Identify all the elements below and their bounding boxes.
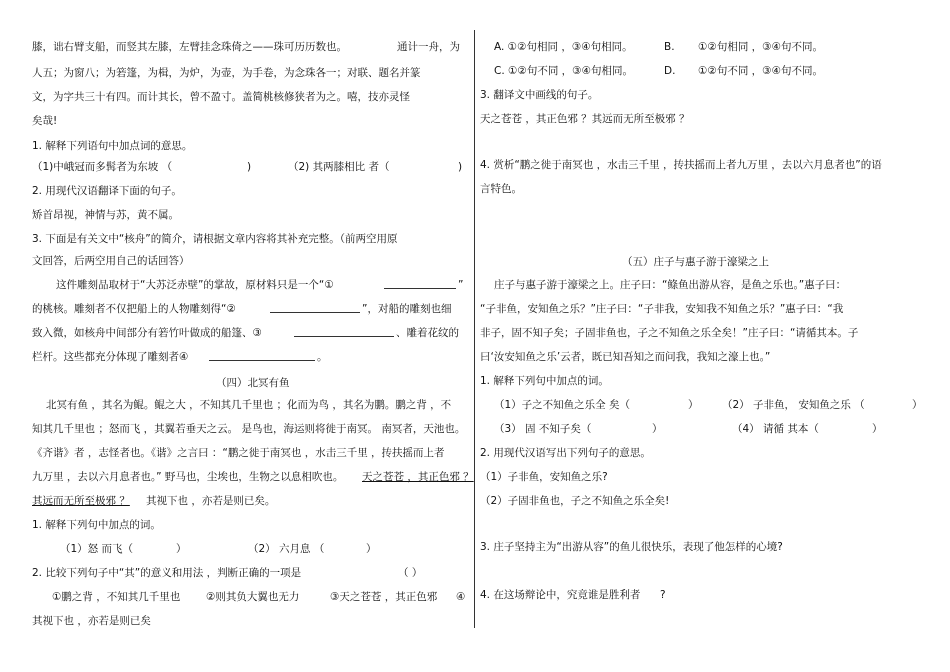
q1-item-1-close: ) [247, 161, 252, 173]
sec4-underlined-a: 天之苍苍 ，其正色邪 ？ [362, 471, 474, 483]
sec5-line-2: “子非鱼，安知鱼之乐？”庄子曰：“子非我，安知我不知鱼之乐？”惠子曰：“我 [480, 303, 844, 315]
passage-line-2: 人五；为窗八；为箬篷，为楫，为炉，为壶，为手卷，为念珠各一；对联、题名并篆 [32, 67, 421, 79]
option-a[interactable]: A. ①②句相同 ，③④句相同。 [494, 41, 633, 53]
sec5-line-3: 非子，固不知子矣；子固非鱼也，子之不知鱼之乐全矣！”庄子曰：“请循其本。子 [480, 327, 859, 339]
r-question-4-line-2: 言特色。 [480, 183, 522, 195]
s4-q2-sentence-2: ②则其负大翼也无力 [206, 591, 300, 603]
option-d-label[interactable]: D. [664, 65, 676, 77]
section-5-title: （五）庄子与惠子游于濠梁之上 [622, 256, 769, 268]
s5-q2-item-b: （2）子固非鱼也，子之不知鱼之乐全矣! [480, 495, 670, 507]
q3-para-1b: ” [458, 279, 464, 291]
s4-q2-sentence-4: 其视下也 ，亦若是则已矣 [32, 615, 151, 627]
q3-para-1a: 这件雕刻品取材于“大苏泛赤壁”的掌故，原材料只是一个“① [56, 279, 334, 291]
q3-blank-4[interactable] [209, 350, 315, 361]
s5-q1-item-c: （3） 固 不知子矣（ [494, 423, 592, 435]
q3-blank-3[interactable] [294, 326, 394, 337]
r-question-3: 3. 翻译文中画线的句子。 [480, 89, 599, 101]
s4-question-1: 1. 解释下列句中加点的词。 [32, 519, 161, 531]
passage-line-3: 文，为字共三十有四。而计其长，曾不盈寸。盖简桃核修狭者为之。嘻，技亦灵怪 [32, 91, 410, 103]
question-1: 1. 解释下列语句中加点词的意思。 [32, 140, 193, 152]
sec5-line-1: 庄子与惠子游于濠梁之上。庄子曰：“鲦鱼出游从容，是鱼之乐也。”惠子曰： [494, 279, 847, 291]
q1-item-2-close: ) [458, 161, 463, 173]
option-b[interactable]: ①②句相同 ，③④句不同。 [698, 41, 823, 53]
question-3-line-1: 3. 下面是有关文中“核舟”的简介，请根据文章内容将其补充完整。（前两空用原 [32, 233, 398, 245]
q3-para-3a: 致入微，如核舟中间部分有箬竹叶做成的船篷、③ [32, 327, 262, 339]
q1-item-2: （2) 其两膝相比 者（ [288, 161, 390, 173]
s5-q1-item-a-close: ） [688, 399, 699, 411]
question-3-line-2: 文回答，后两空用自己的话回答） [32, 255, 190, 267]
sec4-line-4: 九万里 ，去以六月息者也。” 野马也，尘埃也，生物之以息相吹也。 [32, 471, 344, 483]
q1-item-1: （1)中峨冠而多髯者为东坡 （ [32, 161, 173, 173]
sec4-line-1: 北冥有鱼 ，其名为鲲。鲲之大 ，不知其几千里也 ；化而为鸟 ，其名为鹏。鹏之背 ，不 [46, 399, 452, 411]
r-q3-sentence: 天之苍苍 ，其正色邪 ？其远而无所至极邪 ？ [480, 113, 690, 125]
sec4-tail: 其视下也 ，亦若是则已矣。 [146, 495, 276, 507]
s4-q2-sentence-3: ③天之苍苍 ，其正色邪 [330, 591, 438, 603]
sec4-line-3: 《齐谐》者 ，志怪者也。《谐》之言曰 ：“鹏之徙于南冥也 ，水击三千里 ，抟扶摇而上者 [32, 447, 445, 459]
s5-q1-item-c-close: ） [652, 423, 663, 435]
s5-question-1: 1. 解释下列句中加点的词。 [480, 375, 609, 387]
s5-q1-item-b-close: ） [912, 399, 923, 411]
q3-para-4b: 。 [317, 351, 328, 363]
sec4-line-2: 知其几千里也 ；怒而飞 ，其翼若垂天之云。 是鸟也，海运则将徙于南冥。 南冥者，天池也。 [32, 423, 466, 435]
q2-sentence: 矫首昂视，神情与苏，黄不属。 [32, 209, 179, 221]
s4-q2-sentence-1: ①鹏之背 ，不知其几千里也 [52, 591, 181, 603]
passage-tail: 通计一舟，为 [397, 41, 460, 53]
option-c[interactable]: C. ①②句不同 ，③④句相同。 [494, 65, 633, 77]
passage-line-4: 矣哉! [32, 115, 58, 127]
q3-para-3b: 、雕着花纹的 [396, 327, 459, 339]
s4-q1-item-b-close: ） [366, 543, 377, 555]
s4-q1-item-b: （2） 六月息 （ [248, 543, 325, 555]
q3-para-2b: ”，对船的雕刻也细 [362, 303, 452, 315]
s4-q2-answer-paren[interactable]: （ ） [398, 567, 423, 579]
q3-blank-1[interactable] [384, 278, 456, 289]
q3-para-4a: 栏杆。这些都充分体现了雕刻者④ [32, 351, 189, 363]
passage-line-1: 膝，诎右臂支船，而竖其左膝，左臂挂念珠倚之——珠可历历数也。 [32, 41, 347, 53]
sec5-line-4: 曰‘汝安知鱼之乐’云者，既已知吾知之而问我，我知之濠上也。” [480, 351, 771, 363]
q3-blank-2[interactable] [270, 302, 360, 313]
option-b-label[interactable]: B. [664, 41, 675, 53]
s5-q1-item-a: （1）子之不知鱼之乐全 矣（ [494, 399, 631, 411]
s4-q1-item-a: （1）怒 而飞（ [60, 543, 134, 555]
s5-question-3: 3. 庄子坚持主为“出游从容”的鱼儿很快乐，表现了他怎样的心境? [480, 541, 783, 553]
s5-question-4-mark: ? [660, 589, 666, 601]
question-2: 2. 用现代汉语翻译下面的句子。 [32, 185, 182, 197]
s5-q1-item-d: （4） 请循 其本（ [732, 423, 819, 435]
s4-q2-sentence-4-marker: ④ [456, 591, 466, 603]
s5-q1-item-d-close: ） [872, 423, 883, 435]
q3-para-2a: 的桃核。雕刻者不仅把船上的人物雕刻得“② [32, 303, 236, 315]
s5-q2-item-a: （1）子非鱼，安知鱼之乐? [480, 471, 608, 483]
s4-question-2: 2. 比较下列句子中“其”的意义和用法 ，判断正确的一项是 [32, 567, 302, 579]
s5-question-4: 4. 在这场辩论中，究竟谁是胜利者 [480, 589, 641, 601]
option-d[interactable]: ①②句不同 ，③④句不同。 [698, 65, 823, 77]
r-question-4-line-1: 4. 赏析“鹏之徙于南冥也 ，水击三千里 ，抟扶摇而上者九万里 ，去以六月息者也”的语 [480, 159, 882, 171]
s5-q1-item-b: （2） 子非鱼， 安知鱼之乐 （ [722, 399, 865, 411]
s5-question-2: 2. 用现代汉语写出下列句子的意思。 [480, 447, 651, 459]
section-4-title: （四）北冥有鱼 [216, 377, 290, 389]
sec4-underlined-b: 其远而无所至极邪 ？ [32, 495, 130, 507]
s4-q1-item-a-close: ） [176, 543, 187, 555]
column-divider [474, 30, 475, 628]
